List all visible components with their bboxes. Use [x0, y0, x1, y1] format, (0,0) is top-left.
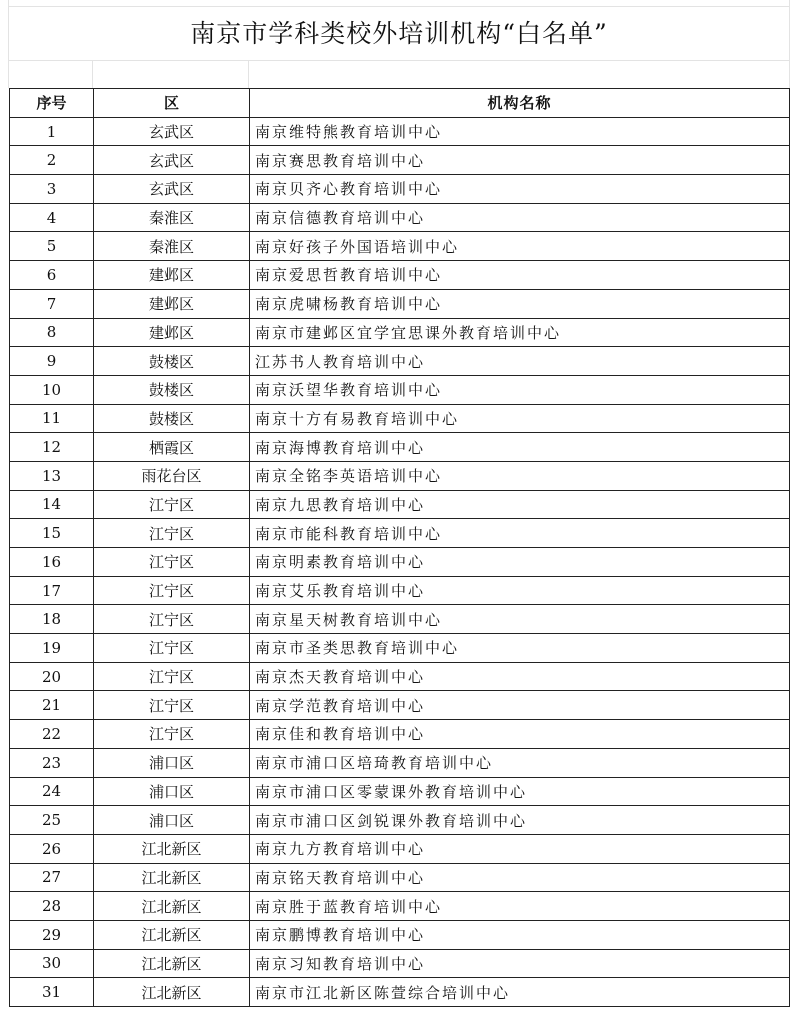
row-district: 栖霞区	[94, 433, 250, 462]
row-institution-name: 南京星天树教育培训中心	[250, 605, 790, 634]
row-serial-number: 28	[10, 892, 94, 921]
whitelist-table	[9, 88, 790, 1007]
row-institution-name: 南京沃望华教育培训中心	[250, 375, 790, 404]
row-institution-name: 南京市浦口区剑锐课外教育培训中心	[250, 806, 790, 835]
header-institution-name: 机构名称	[250, 89, 790, 118]
row-serial-number: 7	[10, 289, 94, 318]
row-serial-number: 15	[10, 519, 94, 548]
row-institution-name: 南京虎啸杨教育培训中心	[250, 289, 790, 318]
row-institution-name: 南京胜于蓝教育培训中心	[250, 892, 790, 921]
row-institution-name: 南京鹏博教育培训中心	[250, 920, 790, 949]
table-row	[10, 892, 790, 921]
table-row	[10, 203, 790, 232]
row-serial-number: 13	[10, 461, 94, 490]
table-header-row	[10, 89, 790, 118]
row-serial-number: 20	[10, 662, 94, 691]
row-serial-number: 9	[10, 347, 94, 376]
row-district: 江宁区	[94, 691, 250, 720]
row-serial-number: 2	[10, 146, 94, 175]
table-row	[10, 806, 790, 835]
row-district: 秦淮区	[94, 203, 250, 232]
row-serial-number: 23	[10, 748, 94, 777]
page-title: 南京市学科类校外培训机构“白名单”	[190, 19, 608, 48]
row-serial-number: 1	[10, 117, 94, 146]
row-district: 鼓楼区	[94, 375, 250, 404]
row-serial-number: 26	[10, 834, 94, 863]
row-district: 玄武区	[94, 117, 250, 146]
row-institution-name: 南京贝齐心教育培训中心	[250, 175, 790, 204]
row-district: 江北新区	[94, 834, 250, 863]
row-serial-number: 22	[10, 720, 94, 749]
row-institution-name: 南京市浦口区培琦教育培训中心	[250, 748, 790, 777]
table-row	[10, 691, 790, 720]
row-serial-number: 30	[10, 949, 94, 978]
table-row	[10, 261, 790, 290]
row-district: 玄武区	[94, 146, 250, 175]
row-institution-name: 江苏书人教育培训中心	[250, 347, 790, 376]
table-row	[10, 347, 790, 376]
row-institution-name: 南京市江北新区陈萱综合培训中心	[250, 978, 790, 1007]
table-row	[10, 949, 790, 978]
row-district: 江北新区	[94, 978, 250, 1007]
row-district: 浦口区	[94, 777, 250, 806]
table-row	[10, 548, 790, 577]
row-institution-name: 南京九方教育培训中心	[250, 834, 790, 863]
table-row	[10, 318, 790, 347]
table-row	[10, 519, 790, 548]
row-institution-name: 南京习知教育培训中心	[250, 949, 790, 978]
row-institution-name: 南京维特熊教育培训中心	[250, 117, 790, 146]
table-row	[10, 146, 790, 175]
row-serial-number: 3	[10, 175, 94, 204]
row-institution-name: 南京明素教育培训中心	[250, 548, 790, 577]
row-district: 鼓楼区	[94, 347, 250, 376]
table-row	[10, 117, 790, 146]
row-district: 玄武区	[94, 175, 250, 204]
row-district: 江宁区	[94, 720, 250, 749]
row-district: 江宁区	[94, 662, 250, 691]
row-district: 江宁区	[94, 634, 250, 663]
table-row	[10, 920, 790, 949]
row-serial-number: 10	[10, 375, 94, 404]
table-row	[10, 863, 790, 892]
row-district: 建邺区	[94, 261, 250, 290]
table-body	[10, 117, 790, 1006]
table-row	[10, 834, 790, 863]
row-institution-name: 南京艾乐教育培训中心	[250, 576, 790, 605]
row-institution-name: 南京爱思哲教育培训中心	[250, 261, 790, 290]
row-institution-name: 南京全铭李英语培训中心	[250, 461, 790, 490]
row-district: 江宁区	[94, 519, 250, 548]
table-row	[10, 777, 790, 806]
row-serial-number: 18	[10, 605, 94, 634]
row-serial-number: 6	[10, 261, 94, 290]
row-institution-name: 南京信德教育培训中心	[250, 203, 790, 232]
row-institution-name: 南京市能科教育培训中心	[250, 519, 790, 548]
row-institution-name: 南京市建邺区宜学宜思课外教育培训中心	[250, 318, 790, 347]
row-district: 江宁区	[94, 605, 250, 634]
table-row	[10, 375, 790, 404]
table-row	[10, 175, 790, 204]
table-row	[10, 748, 790, 777]
row-district: 江宁区	[94, 548, 250, 577]
row-serial-number: 25	[10, 806, 94, 835]
row-district: 江宁区	[94, 490, 250, 519]
table-row	[10, 662, 790, 691]
table-row	[10, 576, 790, 605]
row-institution-name: 南京市浦口区零蒙课外教育培训中心	[250, 777, 790, 806]
row-district: 建邺区	[94, 289, 250, 318]
table-row	[10, 605, 790, 634]
row-serial-number: 16	[10, 548, 94, 577]
row-institution-name: 南京赛思教育培训中心	[250, 146, 790, 175]
row-institution-name: 南京九思教育培训中心	[250, 490, 790, 519]
table-row	[10, 404, 790, 433]
row-institution-name: 南京市圣类思教育培训中心	[250, 634, 790, 663]
row-institution-name: 南京学范教育培训中心	[250, 691, 790, 720]
row-institution-name: 南京十方有易教育培训中心	[250, 404, 790, 433]
table-row	[10, 490, 790, 519]
row-serial-number: 29	[10, 920, 94, 949]
row-institution-name: 南京好孩子外国语培训中心	[250, 232, 790, 261]
row-serial-number: 19	[10, 634, 94, 663]
row-serial-number: 17	[10, 576, 94, 605]
row-district: 江北新区	[94, 892, 250, 921]
table-row	[10, 433, 790, 462]
row-institution-name: 南京杰天教育培训中心	[250, 662, 790, 691]
table-row	[10, 461, 790, 490]
table-row	[10, 232, 790, 261]
table-row	[10, 289, 790, 318]
row-institution-name: 南京铭天教育培训中心	[250, 863, 790, 892]
row-district: 江北新区	[94, 920, 250, 949]
header-district: 区	[94, 89, 250, 118]
row-serial-number: 27	[10, 863, 94, 892]
row-serial-number: 4	[10, 203, 94, 232]
table-row	[10, 634, 790, 663]
row-district: 秦淮区	[94, 232, 250, 261]
row-district: 浦口区	[94, 748, 250, 777]
row-district: 鼓楼区	[94, 404, 250, 433]
row-institution-name: 南京海博教育培训中心	[250, 433, 790, 462]
row-district: 江宁区	[94, 576, 250, 605]
row-serial-number: 11	[10, 404, 94, 433]
row-district: 江北新区	[94, 949, 250, 978]
row-district: 浦口区	[94, 806, 250, 835]
row-serial-number: 21	[10, 691, 94, 720]
row-serial-number: 5	[10, 232, 94, 261]
row-district: 雨花台区	[94, 461, 250, 490]
row-serial-number: 24	[10, 777, 94, 806]
row-serial-number: 31	[10, 978, 94, 1007]
row-serial-number: 14	[10, 490, 94, 519]
table-row	[10, 978, 790, 1007]
row-district: 建邺区	[94, 318, 250, 347]
table-row	[10, 720, 790, 749]
row-institution-name: 南京佳和教育培训中心	[250, 720, 790, 749]
row-serial-number: 12	[10, 433, 94, 462]
row-district: 江北新区	[94, 863, 250, 892]
row-serial-number: 8	[10, 318, 94, 347]
header-serial-number: 序号	[10, 89, 94, 118]
